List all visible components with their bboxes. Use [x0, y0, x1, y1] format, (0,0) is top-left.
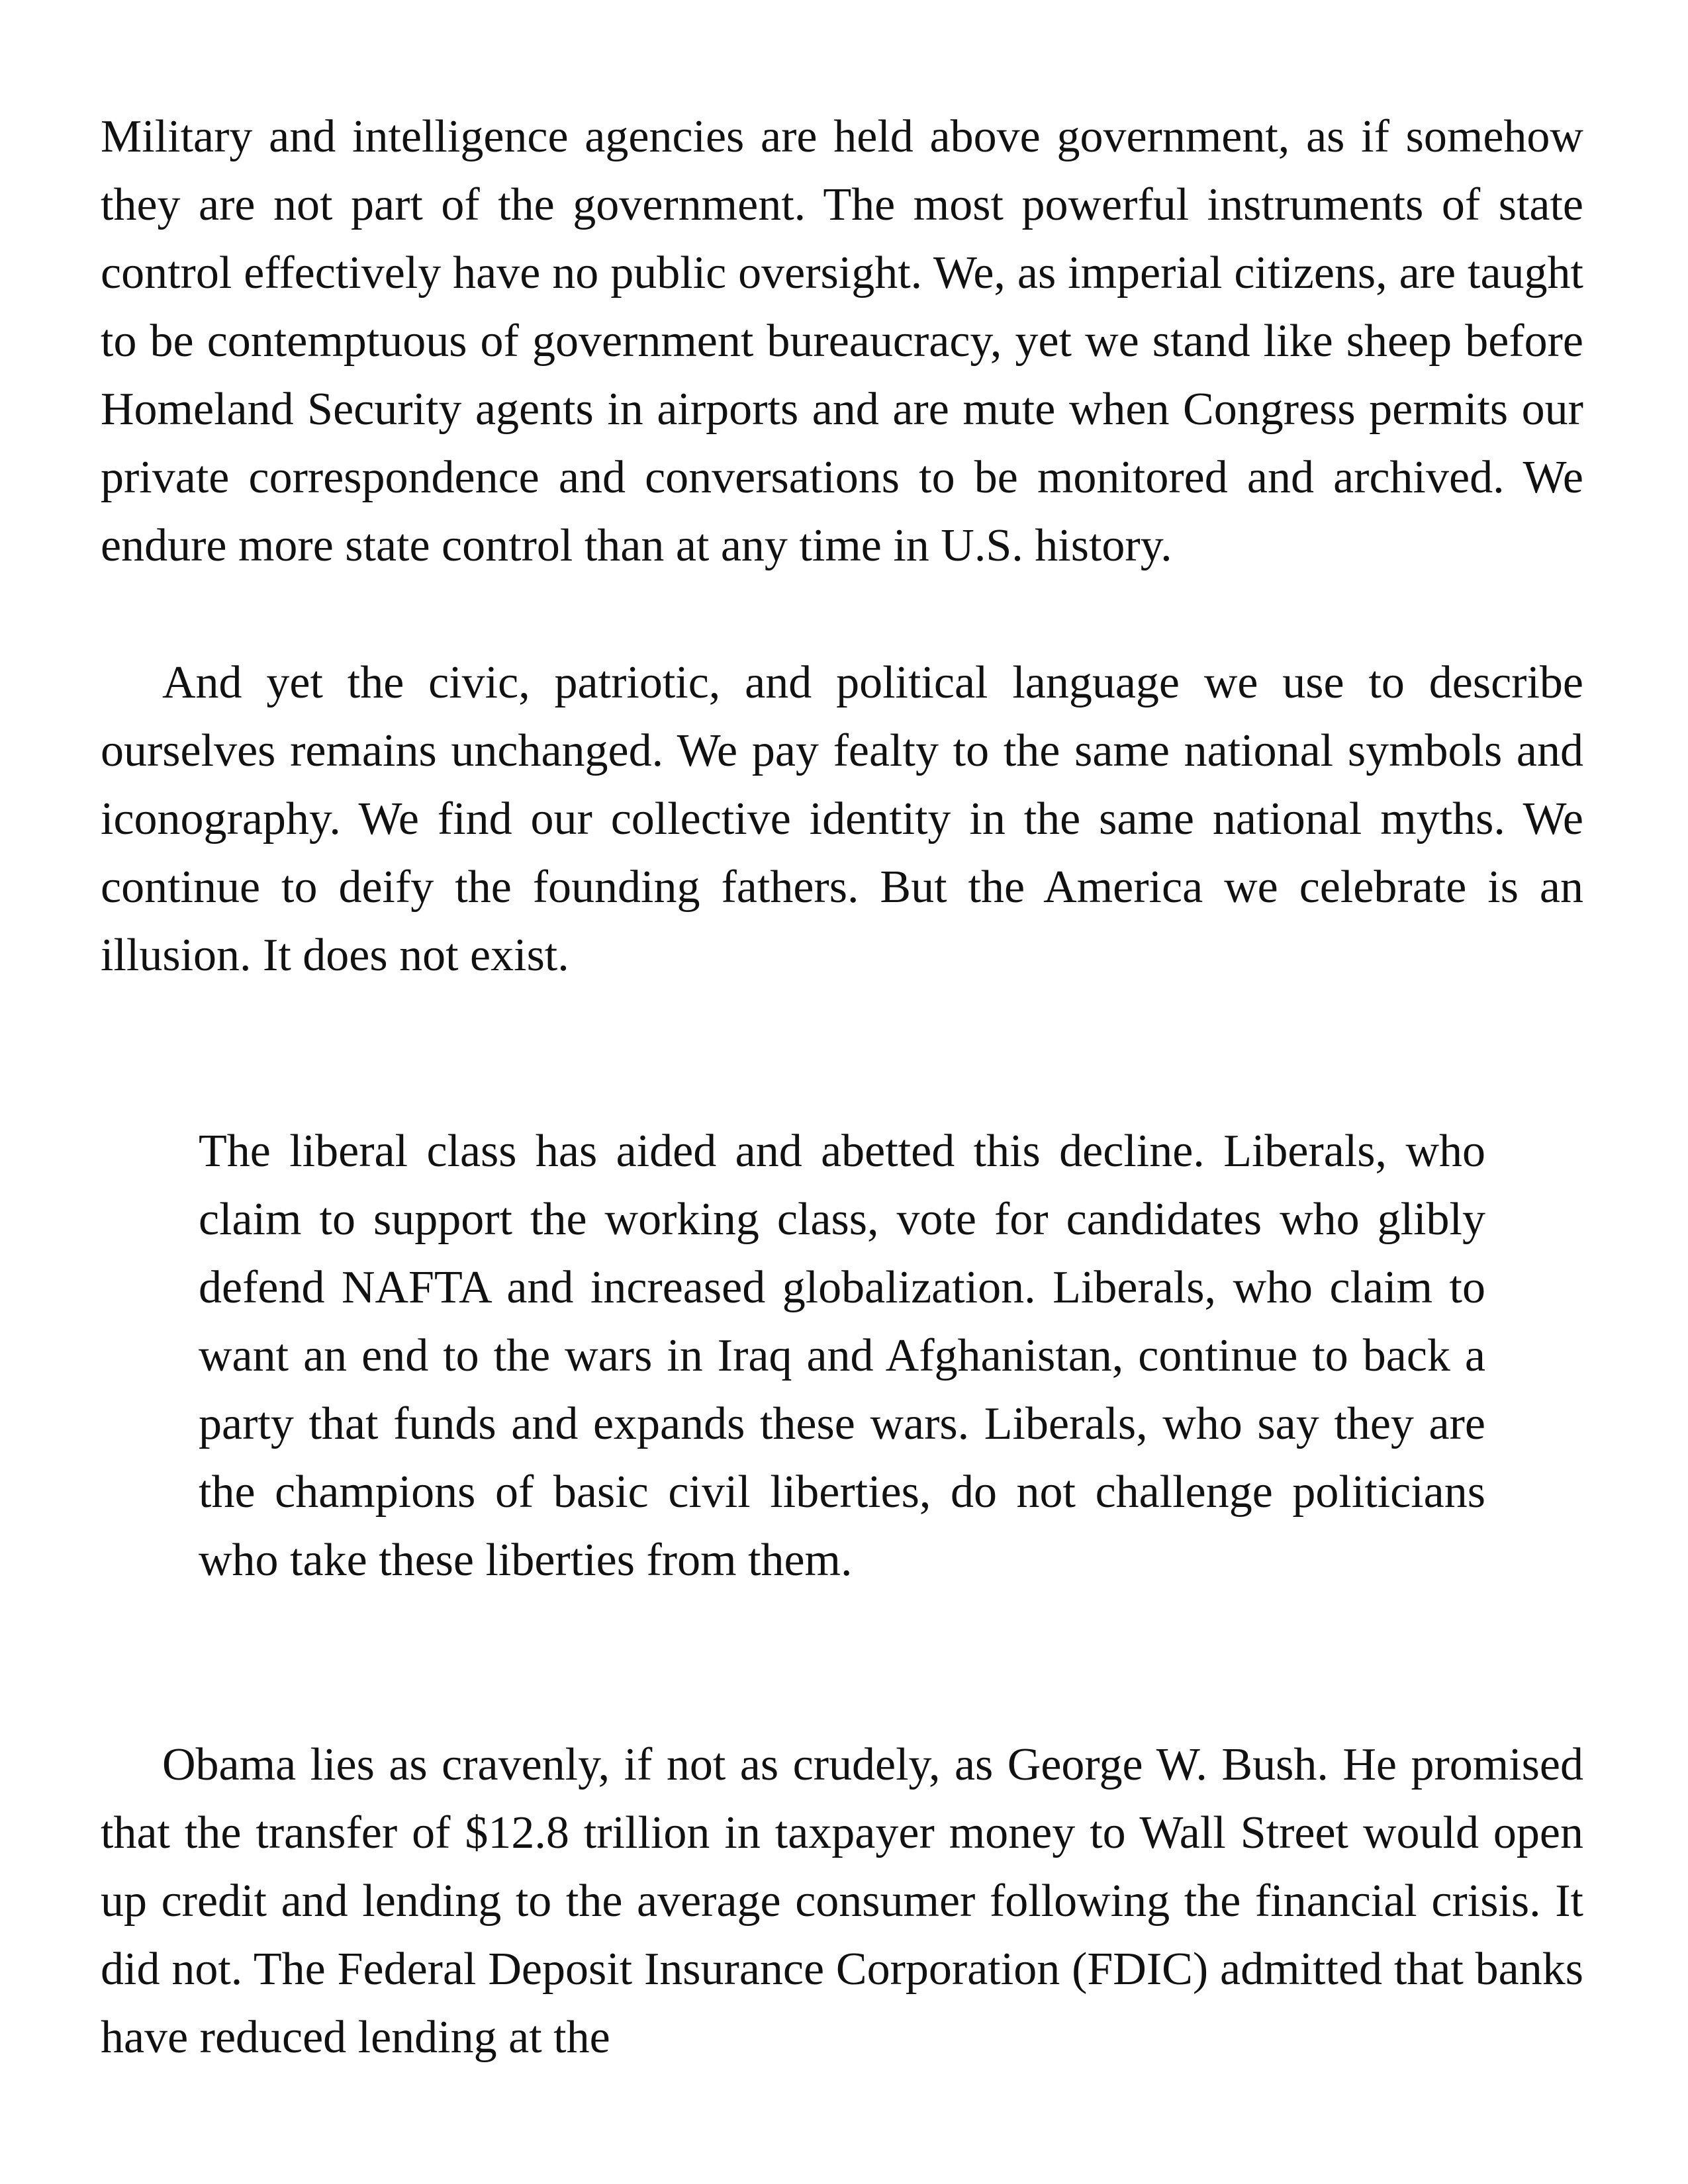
body-paragraph: And yet the civic, patriotic, and political language we use to describe ourselves remains unchanged. We pay fealty to the same national symbols and iconography. We find our collective identity in the same national myths. We continue to deify the founding fathers. But the America we celebrate is an illusion. It does not exist.: [101, 657, 1583, 981]
body-paragraph: Obama lies as cravenly, if not as crudely, as George W. Bush. He promised that the transfer of $12.8 trillion in taxpayer money to Wall Street would open up credit and lending to the average consumer following the financial crisis. It did not. The Federal Deposit Insurance Corporation (FDIC) admitted that banks have reduced lending at the: [101, 1739, 1583, 2063]
body-paragraph: Military and intelligence agencies are held above government, as if somehow they are not part of the government. The most powerful instruments of state control effectively have no public oversight. We, as imperial citizens, are taught to be contemptuous of government bureaucracy, yet we stand like sheep before Homeland Security agents in airports and are mute when Congress permits our private correspondence and conversations to be monitored and archived. We endure more state control than at any time in U.S. history.: [101, 111, 1583, 571]
block-quote: The liberal class has aided and abetted this decline. Liberals, who claim to support the working class, vote for candidates who glibly defend NAFTA and increased globalization. Liberals, who claim to want an end to the wars in Iraq and Afghanistan, continue to back a party that funds and expands these wars. Liberals, who say they are the champions of basic civil liberties, do not challenge politicians who take these liberties from them.: [199, 1126, 1485, 1586]
